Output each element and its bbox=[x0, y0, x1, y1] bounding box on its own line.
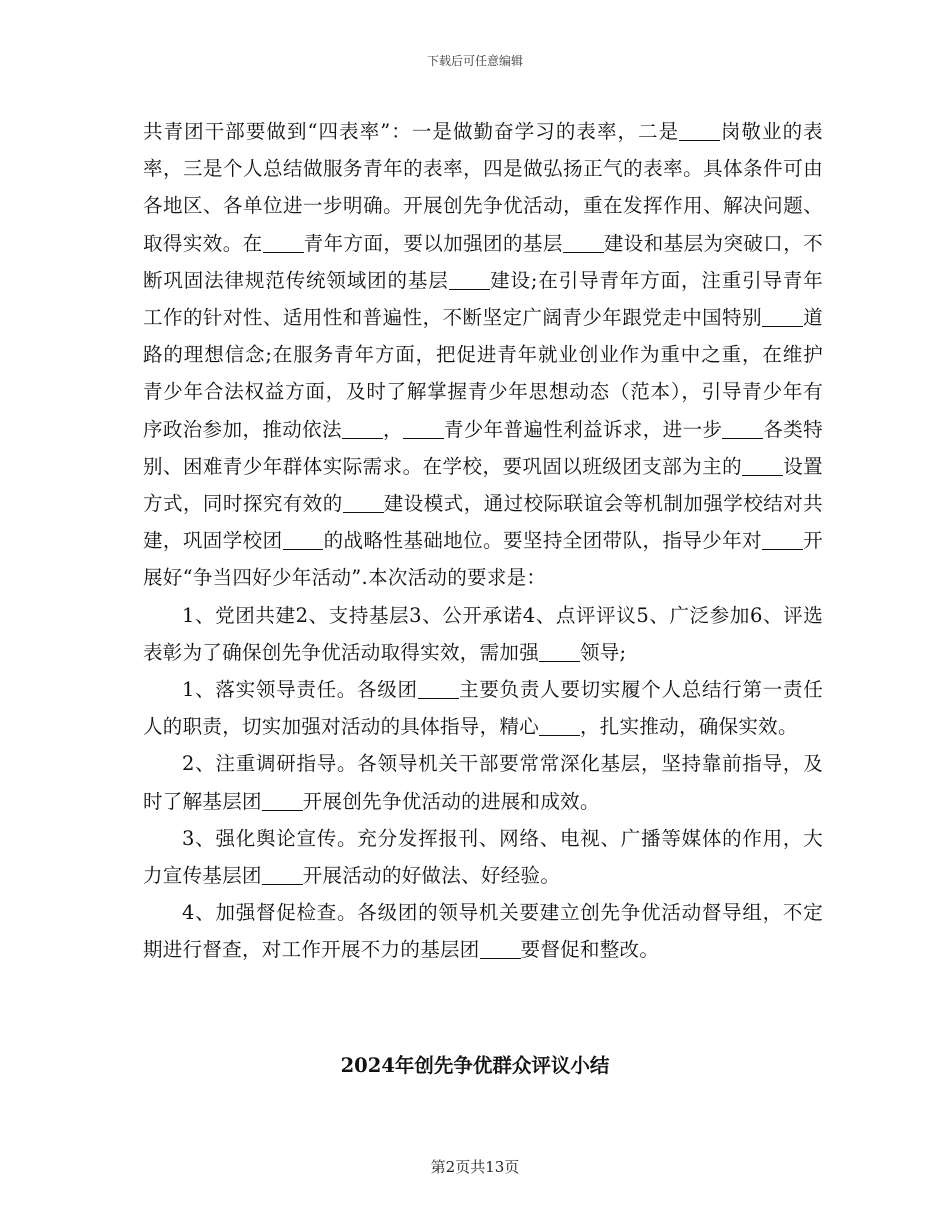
paragraph bbox=[143, 820, 823, 894]
fill-in-blank bbox=[262, 790, 303, 811]
fill-in-blank bbox=[343, 492, 384, 513]
fill-in-blank bbox=[722, 418, 763, 439]
fill-in-blank bbox=[480, 939, 521, 960]
fill-in-blank bbox=[403, 418, 444, 439]
fill-in-blank bbox=[762, 306, 803, 327]
fill-in-blank bbox=[342, 418, 383, 439]
fill-in-blank bbox=[283, 530, 324, 551]
fill-in-blank bbox=[679, 120, 720, 141]
fill-in-blank bbox=[418, 678, 459, 699]
fill-in-blank bbox=[539, 716, 580, 737]
paragraph-text: 1、落实领导责任。各级团 主要负责人要切实履个人总结行第一责任人的职责，切实加强对活动的具体指导，精心 ，扎实推动，确保实效。 bbox=[143, 678, 823, 739]
paragraph-text: 共青团干部要做到“四表率”：一是做勤奋学习的表率，二是 岗敬业的表率，三是个人总结做服务青年的表率，四是做弘扬正气的表率。具体条件可由各地区、各单位进一步明确。开展创先争优活动，重在发挥作用、解决问题、取得实效。在 青年方面，要以加强团的基层 建设和基层为突破口，不断巩固法律规范传统领域团的基层 建设;在引导青年方面，注重引导青年工作的针对性、适用性和普遍性，不断坚定广阔青少年跟党走中国特别 道路的理想信念;在服务青年方面，把促进青年就业创业作为重中之重，在维护青少年合法权益方面，及时了解掌握青少年思想动态（范本），引导青少年有序政治参加，推动依法 ， 青少年普遍性利益诉求，进一步 各类特别、困难青少年群体实际需求。在学校，要巩固以班级团支部为主的 设置方式，同时探究有效的 建设模式，通过校际联谊会等机制加强学校结对共建，巩固学校团 的战略性基础地位。要坚持全团带队，指导少年对 开展好“争当四好少年活动”.本次活动的要求是： bbox=[143, 120, 823, 590]
paragraph-text: 1、党团共建2、支持基层3、公开承诺4、点评评议5、广泛参加6、评选表彰为了确保创先争优活动取得实效，需加强 领导; bbox=[143, 603, 823, 664]
paragraph bbox=[143, 745, 823, 819]
paragraph bbox=[143, 113, 823, 597]
paragraph-text: 3、强化舆论宣传。充分发挥报刊、网络、电视、广播等媒体的作用，大力宣传基层团 开展活动的好做法、好经验。 bbox=[143, 826, 823, 888]
paragraph bbox=[143, 894, 823, 968]
page-header: 下载后可任意编辑 bbox=[426, 54, 523, 68]
paragraph-text: 4、加强督促检查。各级团的领导机关要建立创先争优活动督导组，不定期进行督查，对工作开展不力的基层团 要督促和整改。 bbox=[143, 901, 823, 962]
fill-in-blank bbox=[263, 232, 304, 253]
fill-in-blank bbox=[449, 269, 490, 290]
page-footer: 第2页共13页 bbox=[430, 1158, 520, 1176]
section-title: 2024年创先争优群众评议小结 bbox=[340, 1054, 610, 1077]
fill-in-blank bbox=[262, 864, 303, 885]
fill-in-blank bbox=[762, 530, 803, 551]
document-body bbox=[143, 113, 823, 969]
paragraph bbox=[143, 671, 823, 745]
paragraph-text: 2、注重调研指导。各领导机关干部要常常深化基层，坚持靠前指导，及时了解基层团 开展创先争优活动的进展和成效。 bbox=[143, 752, 823, 813]
fill-in-blank bbox=[539, 641, 580, 662]
fill-in-blank bbox=[563, 232, 604, 253]
fill-in-blank bbox=[742, 455, 783, 476]
paragraph bbox=[143, 597, 823, 671]
